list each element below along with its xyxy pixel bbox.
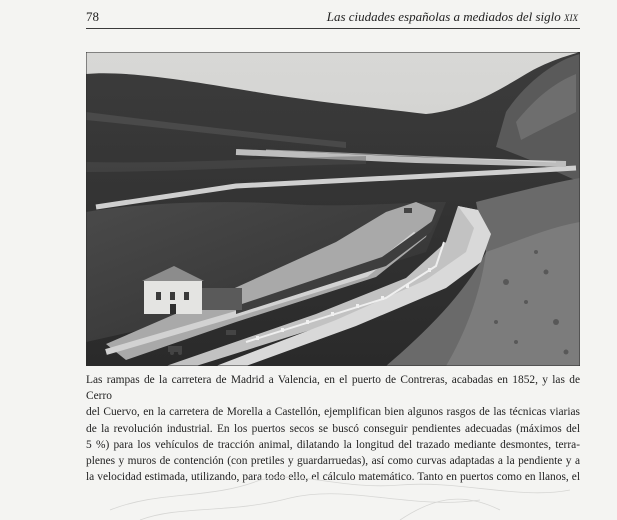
caption-line: Las rampas de la carretera de Madrid a Valencia, en el puerto de Contreras, acabadas en 1852, y las de Cerro <box>86 374 580 403</box>
photo-illustration <box>86 52 580 366</box>
caption-line: de la revolución industrial. En los puertos secos se buscó conseguir pendientes adecuadas (máximos del <box>86 422 580 435</box>
caption-line: 5 %) para los vehículos de tracción animal, dilatando la longitud del trazado mediante desmontes, terra- <box>86 438 580 451</box>
caption-line: la velocidad estimada, utilizando, para todo ello, el cálculo matemático. Tanto en puertos como en llanos, el <box>86 471 580 484</box>
running-title <box>327 9 578 25</box>
historic-road-photo <box>86 52 580 366</box>
running-title-text: Las ciudades españolas a mediados del siglo <box>326 9 561 24</box>
caption-line: del Cuervo, en la carretera de Morella a Castellón, ejemplifican bien algunos rasgos de las técnicas viarias <box>86 406 580 419</box>
page-number: 78 <box>86 9 99 24</box>
running-title-numeral: xix <box>564 9 578 24</box>
figure-caption <box>86 372 580 485</box>
faint-map-background <box>100 470 580 520</box>
caption-line: plenes y muros de contención (con pretiles y guardarruedas), así como curvas adaptadas a la pendiente y a <box>86 455 580 468</box>
running-header <box>86 6 580 29</box>
